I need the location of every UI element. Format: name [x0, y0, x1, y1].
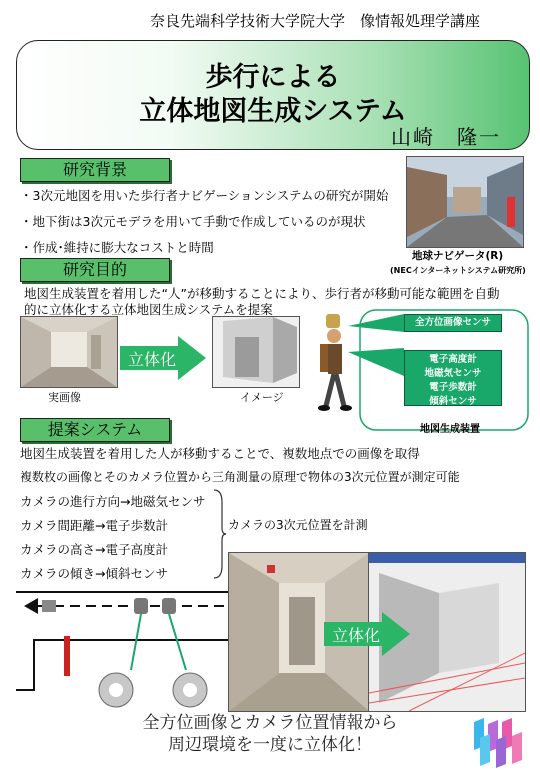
sensor-pedometer: 電子歩数計	[429, 382, 477, 393]
header-affiliation: 奈良先端科学技術大学院大学 像情報処理学講座	[150, 12, 481, 30]
caption-image-label: イメージ	[240, 391, 284, 404]
system-line-1: 地図生成装置を着用した人が移動することで、複数地点での画像を取得	[20, 446, 420, 461]
bottom-line-1: 全方位画像とカメラ位置情報から	[142, 713, 398, 733]
convert-arrow-2	[324, 612, 410, 656]
background-bullet-1: ・3次元地図を用いた歩行者ナビゲーションシステムの研究が開始	[20, 188, 389, 203]
navigator-credit: (NECインターネットシステム研究所)	[390, 266, 526, 275]
navigator-caption: 地球ナビゲータ(R)	[412, 250, 504, 262]
convert-arrow-2-label: 立体化	[332, 626, 381, 645]
bracket-text: カメラの3次元位置を計測	[228, 518, 368, 532]
sensor-list	[404, 350, 502, 406]
lab-logo	[470, 716, 526, 772]
section-heading-background: 研究背景	[20, 158, 170, 182]
bottom-message	[0, 712, 540, 756]
caption-real-image: 実画像	[48, 391, 81, 404]
section-heading-system: 提案システム	[20, 418, 170, 442]
sensor-altimeter: 電子高度計	[429, 354, 477, 365]
purpose-text-1: 地図生成装置を着用した“人”が移動することにより、歩行者が移動可能な範囲を自動	[24, 286, 500, 301]
bracket	[212, 488, 226, 580]
author-name: 山崎 隆一	[391, 125, 501, 149]
3d-model-image	[212, 316, 300, 388]
system-item-2: カメラ間距離→電子歩数計	[20, 518, 168, 533]
convert-arrow	[120, 336, 206, 380]
title-box	[16, 40, 530, 150]
real-corridor-photo	[20, 316, 118, 388]
sensor-geomagnetic: 地磁気センサ	[424, 368, 482, 379]
path-diagram	[16, 590, 232, 710]
sensor-inclination: 傾斜センサ	[429, 396, 477, 407]
title-line2: 立体地図生成システム	[139, 96, 407, 127]
system-item-1: カメラの進行方向→地磁気センサ	[20, 494, 206, 509]
system-item-4: カメラの傾き→傾斜センサ	[20, 566, 168, 581]
bottom-line-2: 周辺環境を一度に立体化！	[168, 735, 372, 755]
sensor-omni-label: 全方位画像センサ	[404, 314, 502, 332]
background-bullet-2: ・地下街は3次元モデラを用いて手動で作成しているのが現状	[20, 214, 366, 229]
section-heading-purpose: 研究目的	[20, 258, 170, 282]
navigator-screenshot	[406, 156, 524, 248]
title-line1: 歩行による	[205, 62, 341, 93]
purpose-text-2: 的に立体化する立体地図生成システムを提案	[24, 302, 273, 317]
device-caption: 地図生成装置	[420, 424, 480, 435]
convert-arrow-label: 立体化	[128, 350, 177, 369]
system-item-3: カメラの高さ→電子高度計	[20, 542, 168, 557]
background-bullet-3: ・作成･維持に膨大なコストと時間	[20, 240, 214, 255]
system-line-2: 複数枚の画像とそのカメラ位置から三角測量の原理で物体の3次元位置が測定可能	[20, 470, 460, 484]
